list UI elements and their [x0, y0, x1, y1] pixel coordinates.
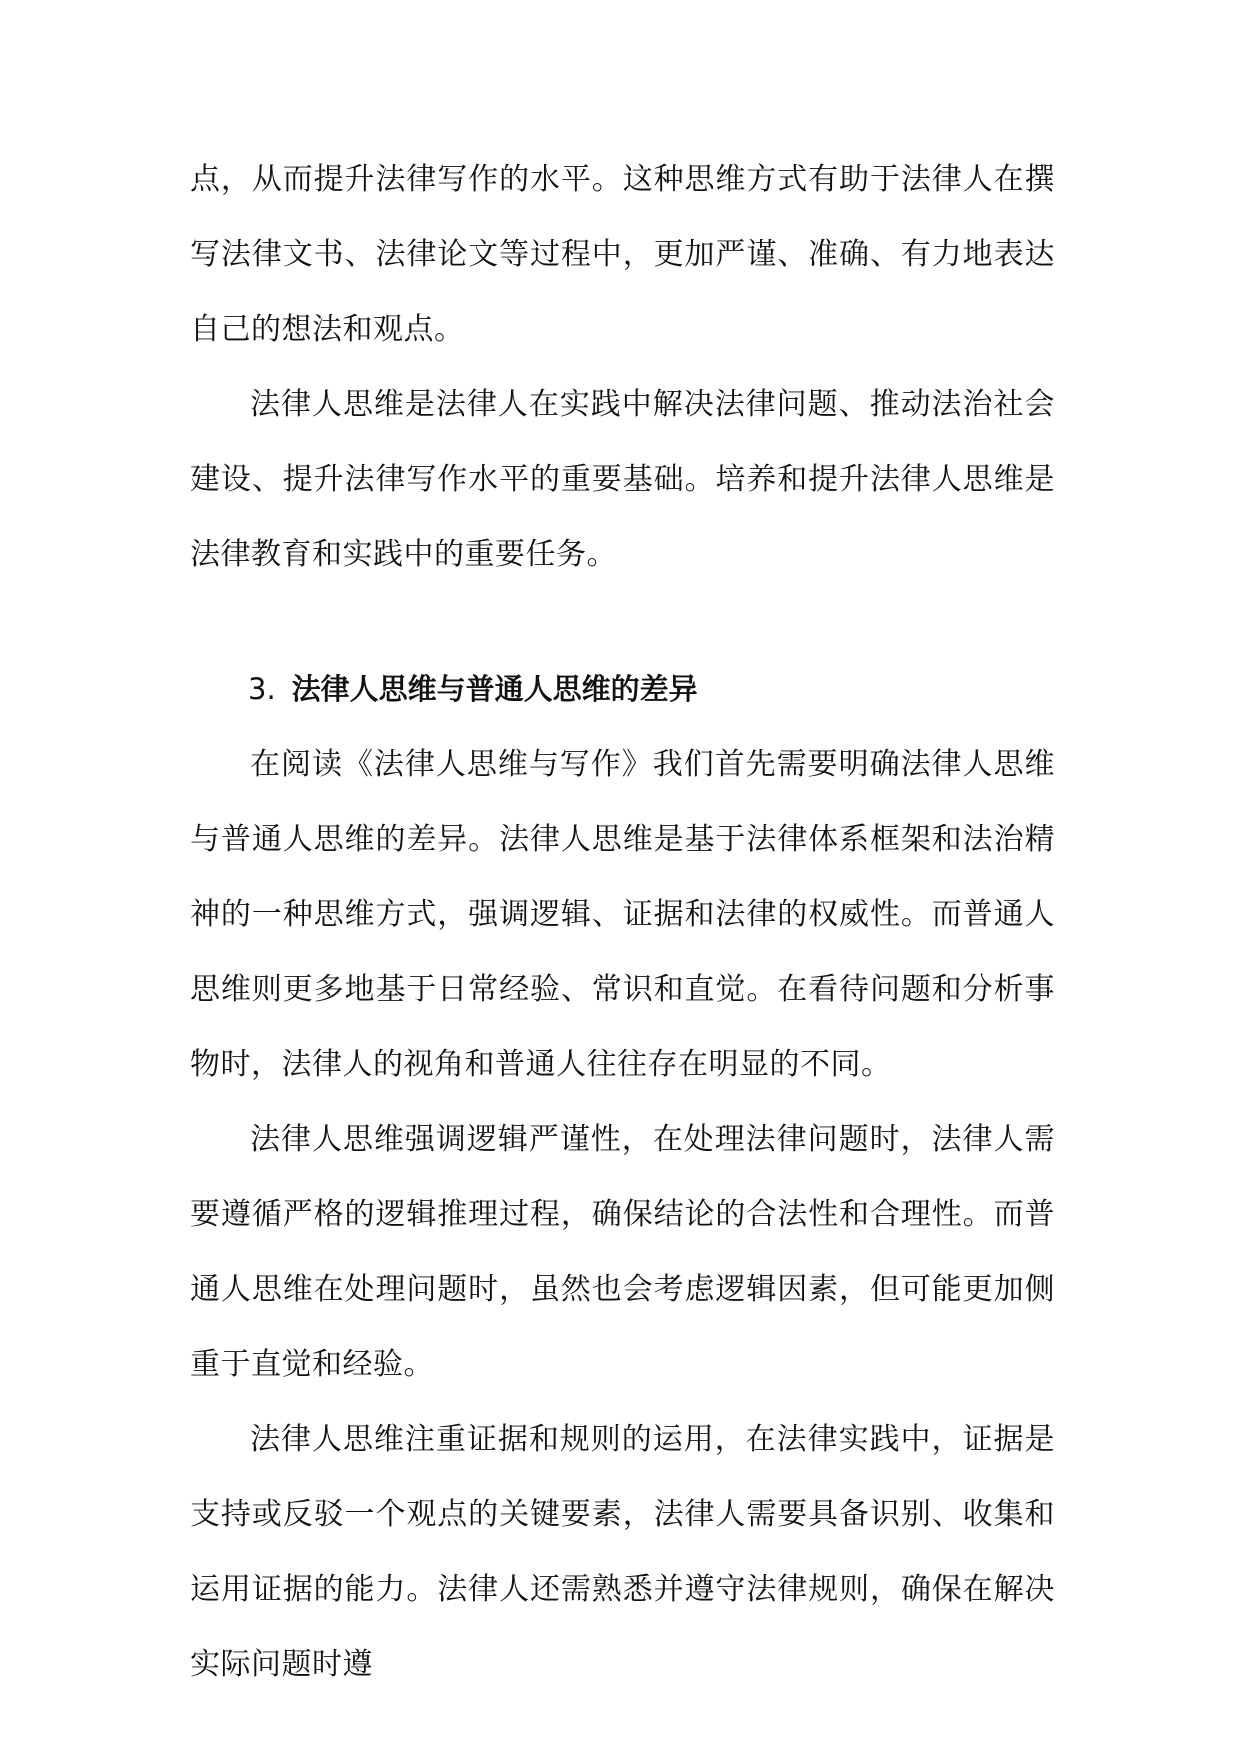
section-heading: [190, 652, 1055, 727]
paragraph-evidence: 法律人思维注重证据和规则的运用，在法律实践中，证据是支持或反驳一个观点的关键要素，法律人需要具备识别、收集和运用证据的能力。法律人还需熟悉并遵守法律规则，确保在解决实际问题时遵: [190, 1422, 1055, 1682]
section-title: 法律人思维与普通人思维的差异: [291, 672, 698, 706]
paragraph-logic: 法律人思维强调逻辑严谨性，在处理法律问题时，法律人需要遵循严格的逻辑推理过程，确保结论的合法性和合理性。而普通人思维在处理问题时，虽然也会考虑逻辑因素，但可能更加侧重于直觉和经验。: [190, 1122, 1055, 1382]
paragraph-intro: 在阅读《法律人思维与写作》我们首先需要明确法律人思维与普通人思维的差异。法律人思维是基于法律体系框架和法治精神的一种思维方式，强调逻辑、证据和法律的权威性。而普通人思维则更多地基于日常经验、常识和直觉。在看待问题和分析事物时，法律人的视角和普通人往往存在明显的不同。: [190, 747, 1055, 1082]
section-number: 3.: [248, 672, 276, 706]
paragraph-summary: 法律人思维是法律人在实践中解决法律问题、推动法治社会建设、提升法律写作水平的重要基础。培养和提升法律人思维是法律教育和实践中的重要任务。: [190, 387, 1055, 572]
paragraph-continued: 点，从而提升法律写作的水平。这种思维方式有助于法律人在撰写法律文书、法律论文等过程中，更加严谨、准确、有力地表达自己的想法和观点。: [190, 162, 1055, 347]
